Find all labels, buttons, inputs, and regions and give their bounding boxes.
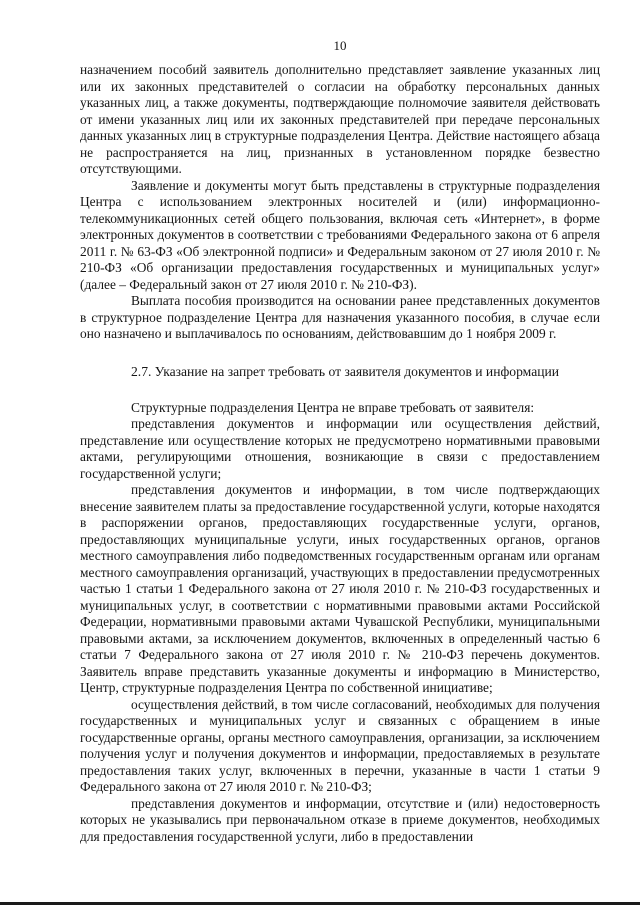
paragraph-prohibition-item-4: представления документов и информации, отсутствие и (или) недостоверность которых не указывались при первоначальном отказе в приеме документов, необходимых для предоставления государственной услуги, либо в предоставлении [80, 795, 600, 844]
paragraph-prohibition-item-3: осуществления действий, в том числе согласований, необходимых для получения государственных и муниципальных услуг и связанных с обращением в иные государственные органы, органы местного самоуправления, организации, за исключением получения услуг и получения документов и информации, предоставляемых в результате предоставления таких услуг, включенных в перечни, указанные в части 1 статьи 9 Федерального закона от 27 июля 2010 г. № 210-ФЗ; [80, 696, 600, 794]
document-page [80, 38, 600, 845]
paragraph-prohibition-intro: Структурные подразделения Центра не вправе требовать от заявителя: [131, 399, 535, 415]
paragraph-prohibition-item-2: представления документов и информации, в том числе подтверждающих внесение заявителем платы за предоставление государственной услуги, которые находятся в распоряжении органов, предоставляющих государственные услуги, органов, предоставляющих муниципальные услуги, иных государственных органов, органов местного самоуправления либо подведомственных государственным органам или органам местного самоуправления организаций, участвующих в предоставлении предусмотренных частью 1 статьи 1 Федерального закона от 27 июля 2010 г. № 210-ФЗ государственных и муниципальных услуг, в соответствии с нормативными правовыми актами Российской Федерации, нормативными правовыми актами Чувашской Республики, муниципальными правовыми актами, за исключением документов, включенных в определенный частью 6 статьи 7 Федерального закона от 27 июля 2010 г. № 210-ФЗ перечень документов. Заявитель вправе представить указанные документы и информацию в Министерство, Центр, структурные подразделения Центра по собственной инициативе; [80, 482, 600, 695]
page-number: 10 [333, 38, 347, 53]
paragraph-electronic-submission: Заявление и документы могут быть представлены в структурные подразделения Центра с использованием электронных носителей и (или) информационно-телекоммуникационных сетей общего пользования, включая сеть «Интернет», в форме электронных документов в соответствии с требованиями Федерального закона от 6 апреля 2011 г. № 63-ФЗ «Об электронной подписи» и Федеральным законом от 27 июля 2010 г. № 210-ФЗ «Об организации предоставления государственных и муниципальных услуг» (далее – Федеральный закон от 27 июля 2010 г. № 210-ФЗ). [80, 177, 600, 292]
paragraph-prohibition-item-1: представления документов и информации или осуществления действий, представление или осуществление которых не предусмотрено нормативными правовыми актами, регулирующими отношения, возникающие в связи с предоставлением государственной услуги; [80, 416, 600, 481]
paragraph-personal-data-consent: назначением пособий заявитель дополнительно представляет заявление указанных лиц или их законных представителей о согласии на обработку персональных данных указанных лиц, а также документы, подтверждающие полномочие заявителя действовать от имени указанных лиц или их законных представителей при передаче персональных данных указанных лиц в структурные подразделения Центра. Действие настоящего абзаца не распространяется на лиц, признанных в установленном порядке безвестно отсутствующими. [80, 62, 600, 176]
section-heading-2-7: 2.7. Указание на запрет требовать от заявителя документов и информации [131, 363, 560, 379]
paragraph-benefit-payment: Выплата пособия производится на основании ранее представленных документов в структурное подразделение Центра для назначения указанного пособия, в случае если оно назначено и выплачивалось по основаниям, действовавшим до 1 ноября 2009 г. [80, 293, 600, 341]
